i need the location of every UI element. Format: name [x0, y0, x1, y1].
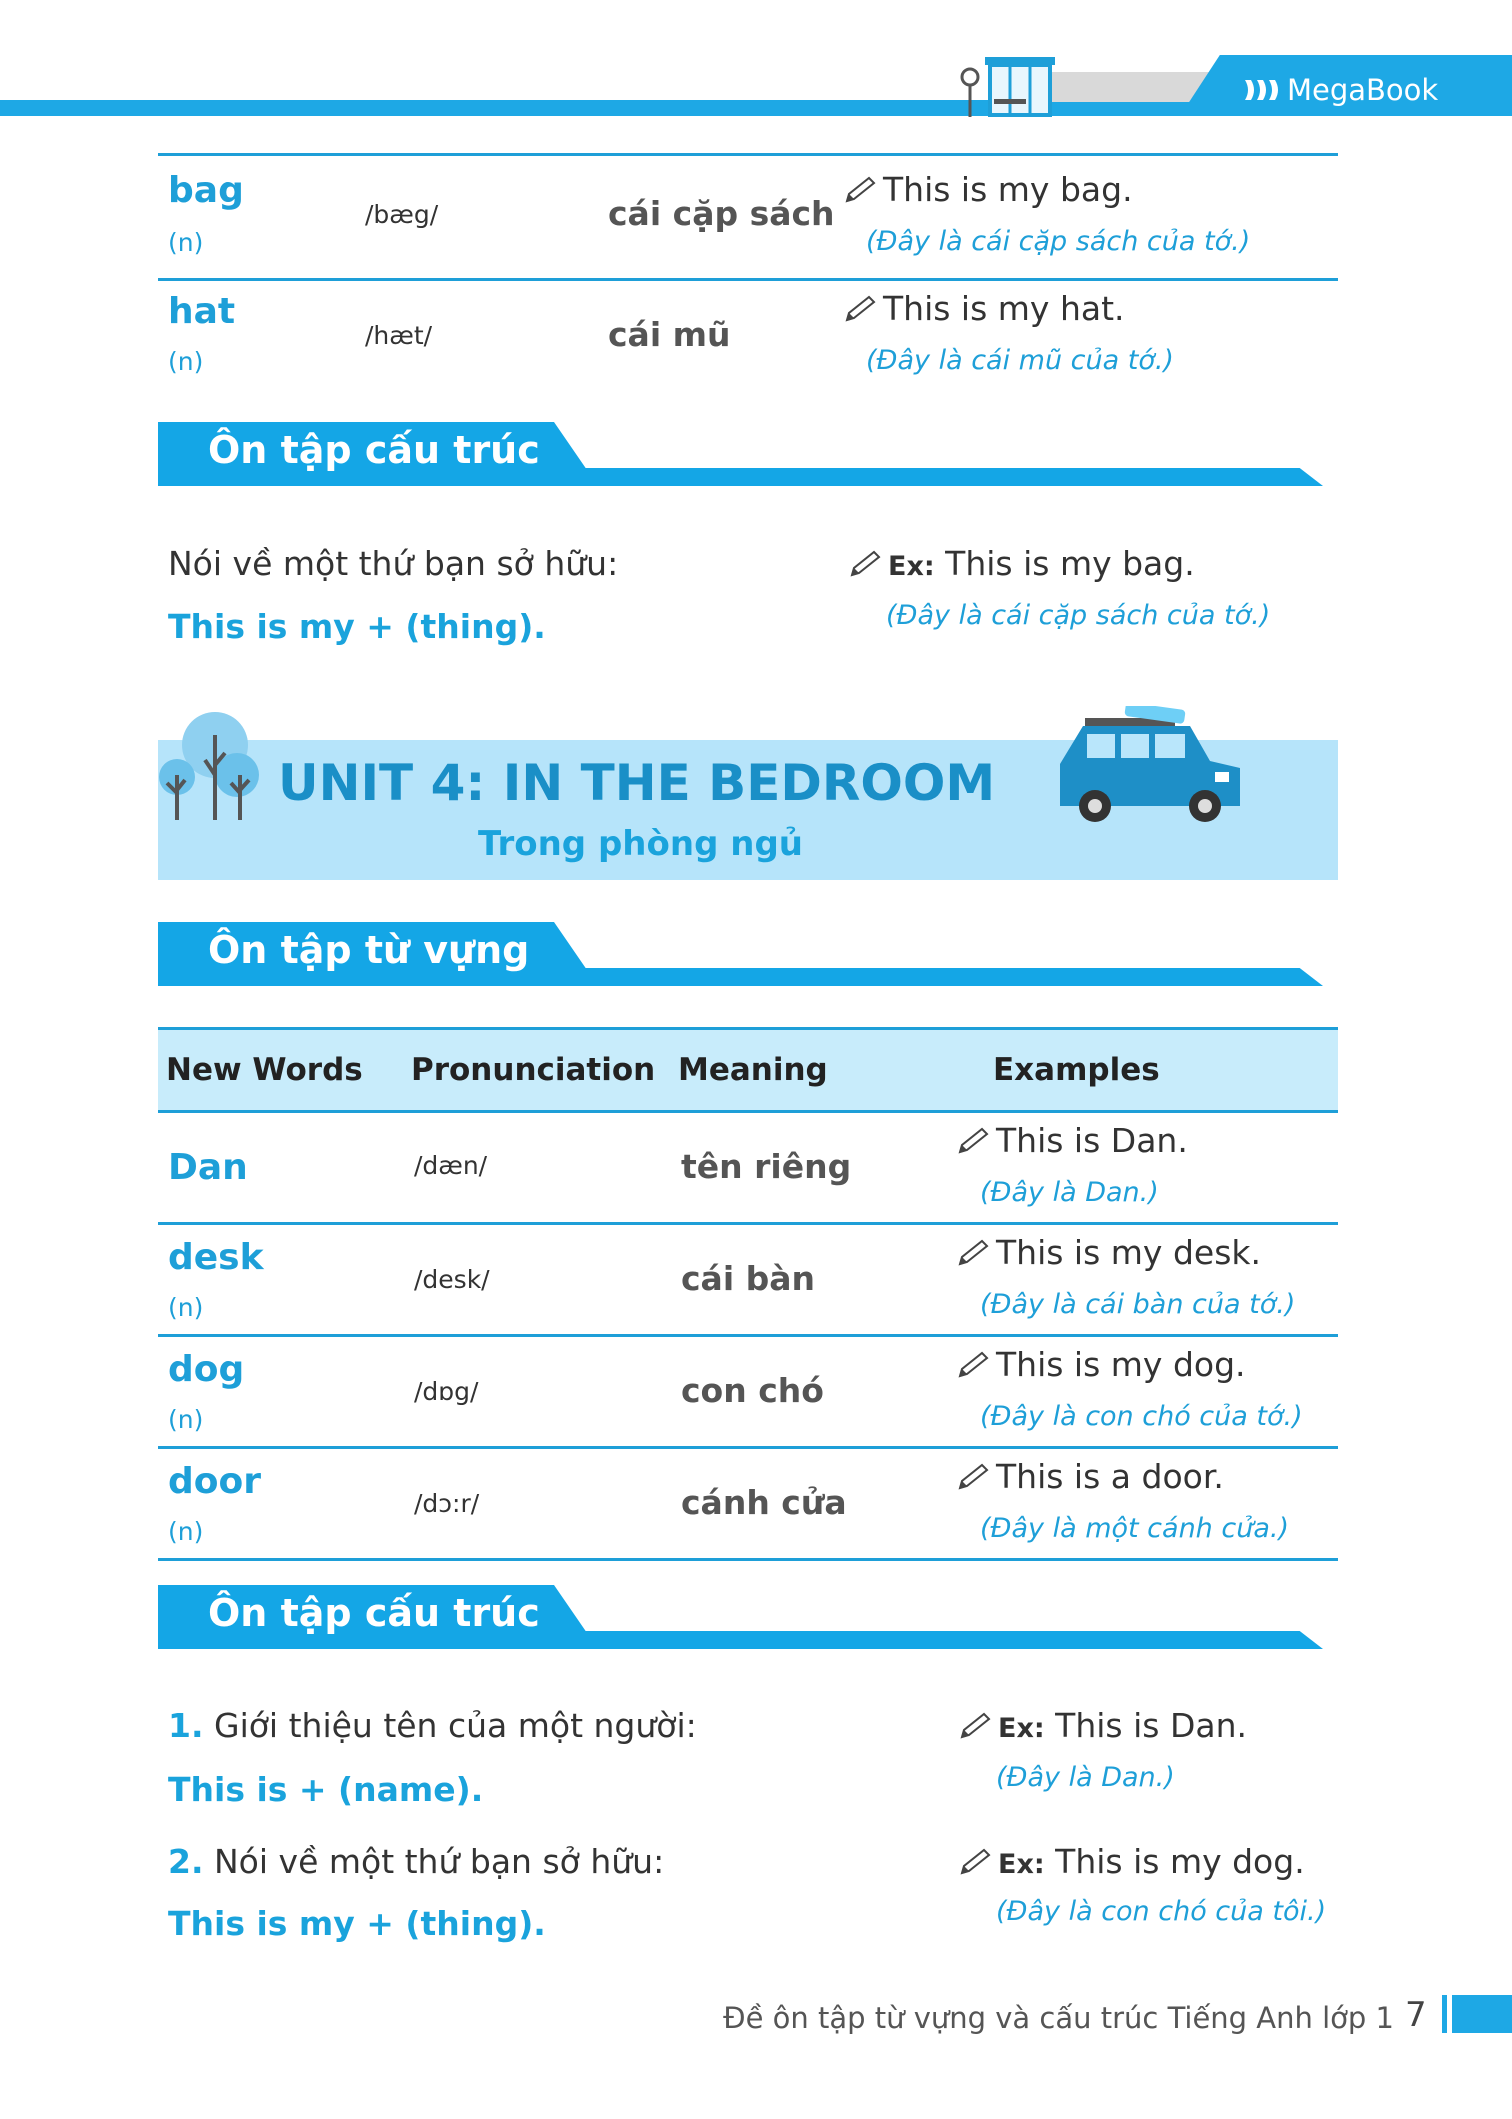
example: [843, 289, 1125, 328]
example-translation: (Đây là cái bàn của tớ.): [980, 1289, 1296, 1320]
example-text: This is my bag.: [945, 544, 1195, 583]
example: [956, 1345, 1246, 1384]
part-of-speech: (n): [168, 347, 204, 376]
pencil-icon: [843, 175, 879, 205]
word: dog: [168, 1349, 245, 1390]
word: desk: [168, 1237, 264, 1278]
example-label: Ex:: [998, 1849, 1045, 1880]
trees-icon: [155, 705, 270, 825]
table-row: [158, 1225, 1338, 1337]
example-prefix: This is a: [996, 1457, 1142, 1496]
part-of-speech: (n): [168, 1293, 204, 1322]
example-suffix: .: [1177, 1121, 1188, 1160]
part-of-speech: (n): [168, 1517, 204, 1546]
table-header: [158, 1027, 1338, 1113]
example-translation: (Đây là một cánh cửa.): [980, 1513, 1289, 1544]
example-word: door: [1141, 1457, 1214, 1496]
structure-example: [958, 1706, 1247, 1745]
meaning: tên riêng: [681, 1147, 852, 1186]
column-header: New Words: [166, 1052, 363, 1088]
structure-example: [848, 544, 1195, 583]
example-prefix: This is my: [883, 170, 1060, 209]
megabook-logo: [1243, 70, 1438, 110]
item-number: 1.: [168, 1706, 204, 1745]
example-prefix: This is: [996, 1121, 1111, 1160]
column-header: Meaning: [678, 1052, 828, 1088]
part-of-speech: (n): [168, 228, 204, 257]
pencil-icon: [843, 294, 879, 324]
pencil-icon: [958, 1847, 994, 1877]
pencil-icon: [958, 1711, 994, 1741]
meaning: cái cặp sách: [608, 194, 835, 233]
meaning: cái mũ: [608, 315, 731, 354]
example-suffix: .: [1114, 289, 1125, 328]
car-icon: [1055, 706, 1245, 824]
structure-intro: [168, 1842, 664, 1881]
example: [843, 170, 1133, 209]
example: [956, 1121, 1188, 1160]
example: [956, 1457, 1224, 1496]
word: Dan: [168, 1147, 248, 1188]
example-translation: (Đây là con chó của tớ.): [980, 1401, 1303, 1432]
structure-formula: This is + (name).: [168, 1770, 484, 1809]
section-title: Ôn tập từ vựng: [208, 928, 530, 972]
table-row: [158, 156, 1338, 278]
pronunciation: /desk/: [414, 1265, 490, 1294]
pronunciation: /dæn/: [414, 1151, 488, 1180]
word: door: [168, 1461, 261, 1502]
section-title: Ôn tập cấu trúc: [208, 1591, 540, 1635]
example-prefix: This is my: [883, 289, 1060, 328]
pronunciation: /dɒg/: [414, 1377, 479, 1406]
word: hat: [168, 291, 236, 332]
page-number: 7: [1405, 1995, 1427, 2035]
vocab-table: [158, 1027, 1338, 1557]
megabook-logo-icon: [1243, 76, 1283, 104]
intro-text: Nói về một thứ bạn sở hữu:: [214, 1842, 665, 1881]
bus-stop-icon: [960, 55, 1060, 120]
table-row: [158, 1113, 1338, 1225]
example-word: hat: [1059, 289, 1115, 328]
example-suffix: .: [1250, 1233, 1262, 1272]
table-row: [158, 281, 1338, 399]
pronunciation: /hæt/: [365, 321, 433, 350]
example-text: This is my dog.: [1055, 1842, 1305, 1881]
part-of-speech: (n): [168, 1405, 204, 1434]
structure-intro: Nói về một thứ bạn sở hữu:: [168, 544, 619, 583]
footer-text: Đề ôn tập từ vựng và cấu trúc Tiếng Anh lớp 1: [723, 2001, 1394, 2035]
example-word: bag: [1059, 170, 1123, 209]
footer: [0, 1995, 1512, 2045]
example-text: This is Dan.: [1055, 1706, 1247, 1745]
example-label: Ex:: [888, 551, 935, 582]
table-row: [158, 1337, 1338, 1449]
example-translation: (Đây là cái cặp sách của tớ.): [886, 600, 1271, 631]
unit-title: UNIT 4: IN THE BEDROOM: [278, 754, 996, 812]
table-row: [158, 1449, 1338, 1561]
pencil-icon: [956, 1350, 992, 1380]
example-word: Dan: [1110, 1121, 1178, 1160]
word: bag: [168, 170, 244, 211]
example: [956, 1233, 1261, 1272]
section-title: Ôn tập cấu trúc: [208, 428, 540, 472]
structure-item: [168, 1706, 1338, 1826]
footer-divider: [1442, 1995, 1447, 2033]
example-label: Ex:: [998, 1713, 1045, 1744]
pronunciation: /bæg/: [365, 200, 439, 229]
pronunciation: /dɔ:r/: [414, 1489, 480, 1518]
example-translation: (Đây là con chó của tôi.): [996, 1896, 1327, 1927]
meaning: cánh cửa: [681, 1483, 847, 1522]
column-header: Pronunciation: [411, 1052, 656, 1088]
example-prefix: This is my: [996, 1233, 1173, 1272]
intro-text: Giới thiệu tên của một người:: [214, 1706, 697, 1745]
unit-subtitle: Trong phòng ngủ: [478, 824, 803, 864]
example-translation: (Đây là Dan.): [980, 1177, 1159, 1208]
structure-example: [958, 1842, 1305, 1881]
example-suffix: .: [1122, 170, 1133, 209]
example-word: desk: [1172, 1233, 1251, 1272]
example-suffix: .: [1213, 1457, 1224, 1496]
item-number: 2.: [168, 1842, 204, 1881]
structure-formula: This is my + (thing).: [168, 1904, 546, 1943]
footer-tab: [1452, 1995, 1512, 2033]
section-banner: [158, 1585, 1323, 1649]
brand-name: MegaBook: [1287, 73, 1439, 107]
pencil-icon: [956, 1238, 992, 1268]
section-banner: [158, 422, 1323, 486]
structure-item: [168, 1842, 1338, 1962]
pencil-icon: [956, 1126, 992, 1156]
pencil-icon: [848, 549, 884, 579]
example-prefix: This is my: [996, 1345, 1173, 1384]
column-header: Examples: [993, 1052, 1160, 1088]
meaning: cái bàn: [681, 1259, 816, 1298]
section-banner: [158, 922, 1323, 986]
meaning: con chó: [681, 1371, 824, 1410]
example-suffix: .: [1235, 1345, 1246, 1384]
structure-intro: [168, 1706, 697, 1745]
example-translation: (Đây là Dan.): [996, 1762, 1175, 1793]
structure-formula: This is my + (thing).: [168, 607, 546, 646]
pencil-icon: [956, 1462, 992, 1492]
example-translation: (Đây là cái cặp sách của tớ.): [866, 226, 1251, 257]
example-word: dog: [1172, 1345, 1236, 1384]
example-translation: (Đây là cái mũ của tớ.): [866, 345, 1174, 376]
